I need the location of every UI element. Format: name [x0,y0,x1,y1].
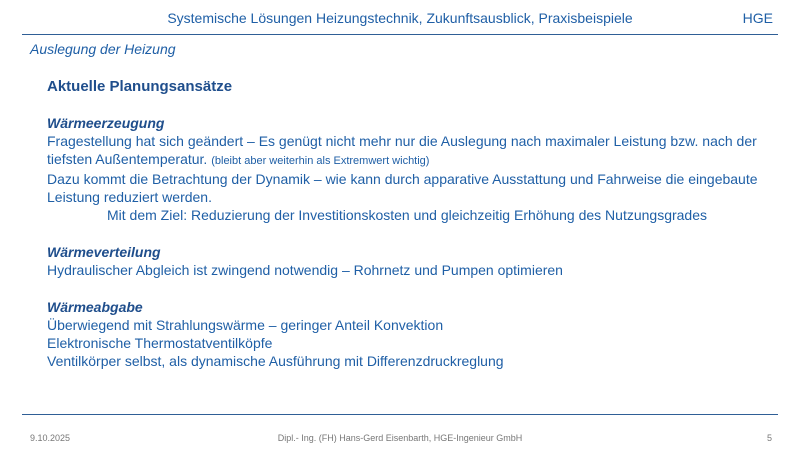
text-line: Hydraulischer Abgleich ist zwingend notwendig – Rohrnetz und Pumpen optimieren [47,262,563,278]
section-title: Auslegung der Heizung [30,41,176,57]
text-line: Ventilkörper selbst, als dynamische Ausführung mit Differenzdruckreglung [47,353,504,369]
text-line: Fragestellung hat sich geändert – Es genügt nicht mehr nur die Auslegung nach maximaler Leistung bzw. nach der [47,133,757,149]
page-number: 5 [766,433,772,443]
block-waermeabgabe [47,298,777,370]
block-waermeerzeugung [47,114,777,224]
footer-divider [22,414,778,415]
text-line: Dazu kommt die Betrachtung der Dynamik – wie kann durch apparative Ausstattung und Fahrweise die eingebaute [47,171,758,187]
slide-content [47,78,777,389]
header-divider [22,34,778,35]
footer-date: 9.10.2025 [30,433,71,443]
text-line: Überwiegend mit Strahlungswärme – geringer Anteil Konvektion [47,317,444,333]
footer-author: Dipl.- Ing. (FH) Hans-Gerd Eisenbarth, HGE-Ingenieur GmbH [277,433,523,443]
text-fragment: tiefsten Außentemperatur. [47,151,208,167]
subheading-waermeverteilung: Wärmeverteilung [47,244,161,260]
block-waermeverteilung [47,243,777,279]
text-line: Leistung reduziert werden. [47,189,212,205]
text-line-indented: Mit dem Ziel: Reduzierung der Investitionskosten und gleichzeitig Erhöhung des Nutzungsgrades [107,207,708,223]
text-line: Elektronische Thermostatventilköpfe [47,335,273,351]
main-heading: Aktuelle Planungsansätze [47,78,233,95]
text-note: (bleibt aber weiterhin als Extremwert wichtig) [211,155,430,167]
slide-header-title: Systemische Lösungen Heizungstechnik, Zukunftsausblick, Praxisbeispiele [167,10,633,26]
subheading-waermeabgabe: Wärmeabgabe [47,299,143,315]
text-line [47,150,777,170]
subheading-waermeerzeugung: Wärmeerzeugung [47,115,165,131]
header-brand: HGE [742,10,773,26]
